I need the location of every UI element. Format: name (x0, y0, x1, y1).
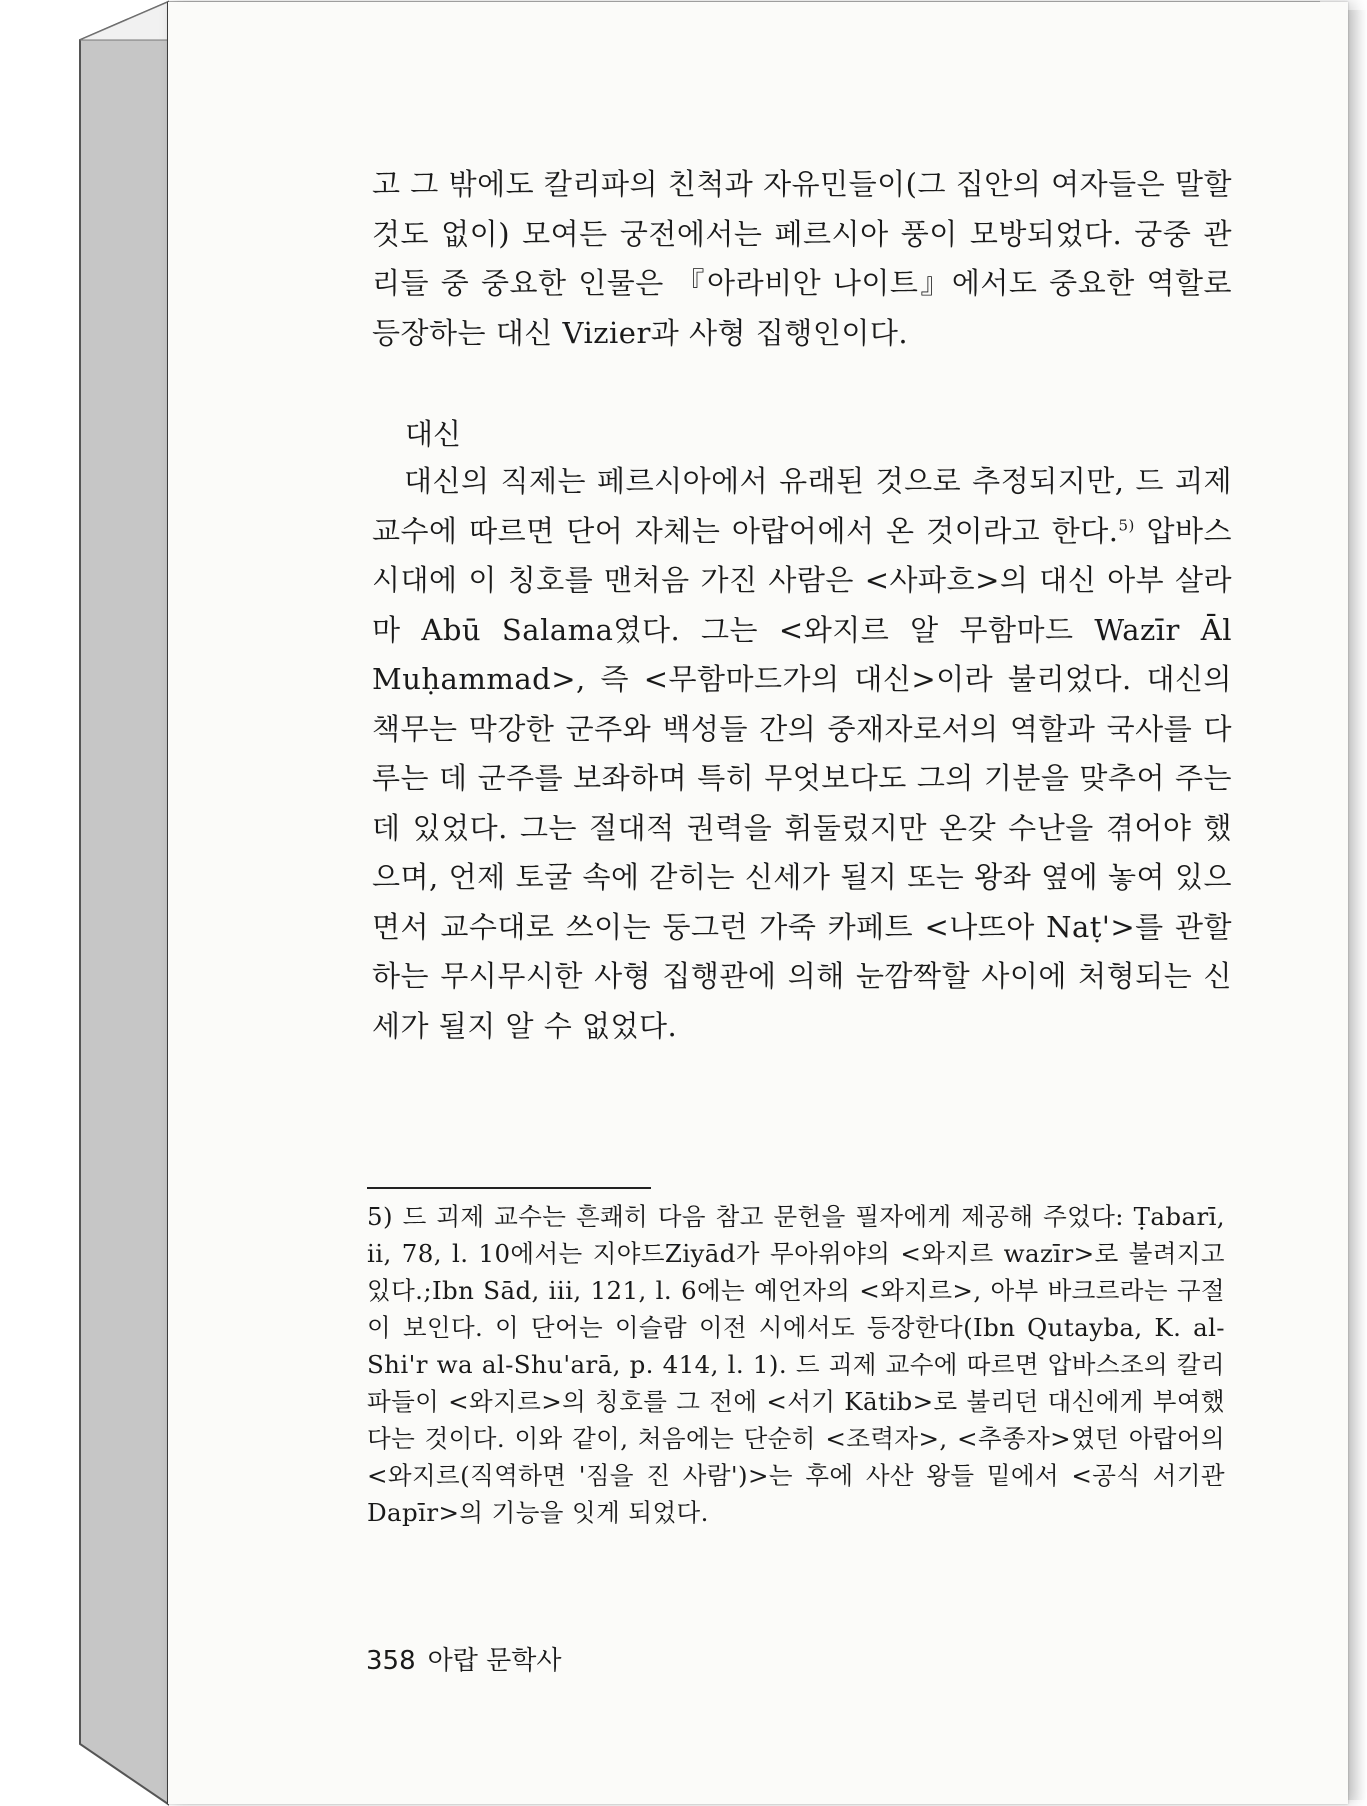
running-title: 아랍 문학사 (427, 1646, 562, 1676)
opening-paragraph (372, 160, 1232, 358)
footnote-text: 5) 드 괴제 교수는 흔쾌히 다음 참고 문헌을 필자에게 제공해 주었다: Ṭabarī, ii, 78, l. 10에서는 지야드Ziyād가 무아위야의 <와지르 wazīr>로 불려지고 있다.;Ibn Sād, iii, 121, l. 6에는 예언자의 <와지르>, 아부 바크르라는 구절이 보인다. 이 단어는 이슬람 이전 시에서도 등장한다(Ibn Qutayba, K. al-Shi'r wa al-Shu'arā, p. 414, l. 1). 드 괴제 교수에 따르면 압바스조의 칼리파들이 <와지르>의 칭호를 그 전에 <서기 Kātib>로 불리던 대신에게 부여했다는 것이다. 이와 같이, 처음에는 단순히 <조력자>, <추종자>였던 아랍어의 <와지르(직역하면 '짐을 진 사람')>는 후에 사산 왕들 밑에서 <공식 서기관 Dapīr>의 기능을 잇게 되었다. (367, 1202, 1225, 1527)
body-text-para1: 고 그 밖에도 칼리파의 친척과 자유민들이(그 집안의 여자들은 말할 것도 없이) 모여든 궁전에서는 페르시아 풍이 모방되었다. 궁중 관리들 중 중요한 인물은 『아라비안 나이트』에서도 중요한 역할로 등장하는 대신 Vizier과 사형 집행인이다. (372, 167, 1232, 350)
footnote-divider (367, 1187, 651, 1189)
para2-text-a: 대신의 직제는 페르시아에서 유래된 것으로 추정되지만, 드 괴제 교수에 따르면 단어 자체는 아랍어에서 온 것이라고 한다. (372, 464, 1232, 548)
page-number: 358 (366, 1646, 416, 1676)
body-text-para2 (372, 457, 1232, 1051)
page-shadow (1348, 10, 1367, 1800)
section-heading: 대신 (405, 417, 462, 451)
para2-text-b: 압바스 시대에 이 칭호를 맨처음 가진 사람은 <사파흐>의 대신 아부 살라마 Abū Salama였다. 그는 <와지르 알 무함마드 Wazīr Āl Muḥammad>, 즉 <무함마드가의 대신>이라 불리었다. 대신의 책무는 막강한 군주와 백성들 간의 중재자로서의 역할과 국사를 다루는 데 군주를 보좌하며 특히 무엇보다도 그의 기분을 맞추어 주는 데 있었다. 그는 절대적 권력을 휘둘렀지만 온갖 수난을 겪어야 했으며, 언제 토굴 속에 갇히는 신세가 될지 또는 왕좌 옆에 놓여 있으면서 교수대로 쓰이는 둥그런 가죽 카페트 <나뜨아 Naṭ'>를 관할하는 무시무시한 사형 집행관에 의해 눈깜짝할 사이에 처형되는 신세가 될지 알 수 없었다. (372, 513, 1232, 1043)
footnote-reference: 5) (1118, 515, 1135, 534)
main-paragraph (372, 457, 1232, 1051)
page-footer (366, 1640, 562, 1677)
